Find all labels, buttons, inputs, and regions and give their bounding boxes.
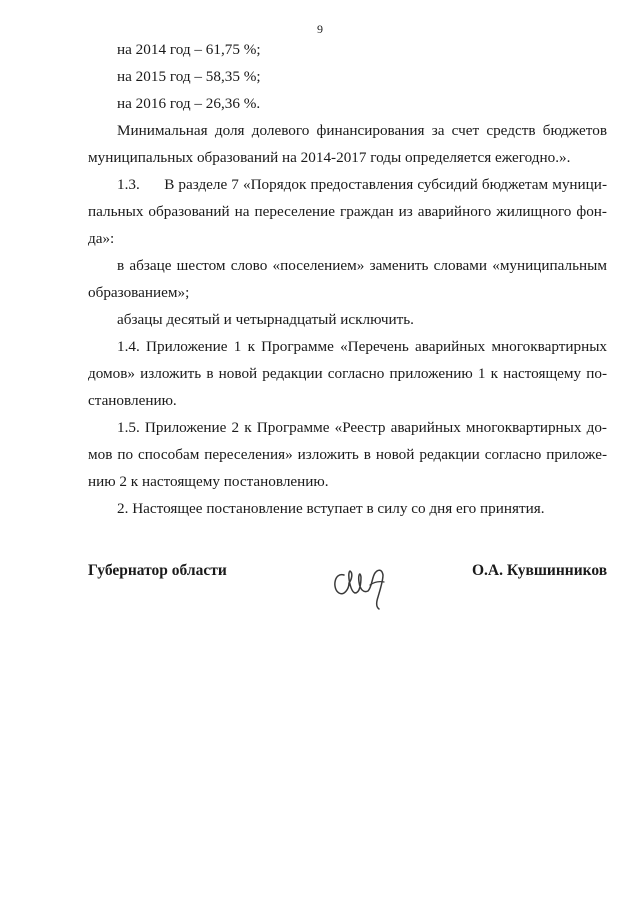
- item-1-5-line-2: мов по способам переселения» изложить в новой редакции согласно приложе-: [88, 446, 607, 463]
- item-1-3-line-3: да»:: [88, 230, 115, 247]
- signatory-name: О.А. Кувшинников: [472, 562, 608, 579]
- item-1-4-line-1: 1.4. Приложение 1 к Программе «Перечень аварийных многоквартирных: [117, 338, 607, 355]
- item-1-4-line-3: становлению.: [88, 392, 177, 409]
- item-1-3-line-2: пальных образований на переселение граждан из аварийного жилищного фон-: [88, 203, 607, 220]
- item-1-3-line-1: 1.3. В разделе 7 «Порядок предоставления субсидий бюджетам муници-: [117, 176, 607, 193]
- paragraph-6-line-2: образованием»;: [88, 284, 190, 301]
- share-2015-line: на 2015 год – 58,35 %;: [117, 68, 261, 85]
- item-2-line: 2. Настоящее постановление вступает в силу со дня его принятия.: [117, 500, 545, 517]
- min-share-paragraph-line-2: муниципальных образований на 2014-2017 годы определяется ежегодно.».: [88, 149, 571, 166]
- page-number: 9: [317, 22, 323, 36]
- paragraph-10-14-line: абзацы десятый и четырнадцатый исключить.: [117, 311, 414, 328]
- share-2014-line: на 2014 год – 61,75 %;: [117, 41, 261, 58]
- paragraph-6-line-1: в абзаце шестом слово «поселением» заменить словами «муниципальным: [117, 257, 607, 274]
- share-2016-line: на 2016 год – 26,36 %.: [117, 95, 261, 112]
- item-1-5-line-1: 1.5. Приложение 2 к Программе «Реестр аварийных многоквартирных до-: [117, 419, 607, 436]
- item-1-5-line-3: нию 2 к настоящему постановлению.: [88, 473, 329, 490]
- min-share-paragraph-line-1: Минимальная доля долевого финансирования за счет средств бюджетов: [117, 122, 607, 139]
- item-1-4-line-2: домов» изложить в новой редакции согласно приложению 1 к настоящему по-: [88, 365, 607, 382]
- handwritten-signature: [322, 535, 402, 615]
- signatory-title: Губернатор области: [88, 562, 227, 579]
